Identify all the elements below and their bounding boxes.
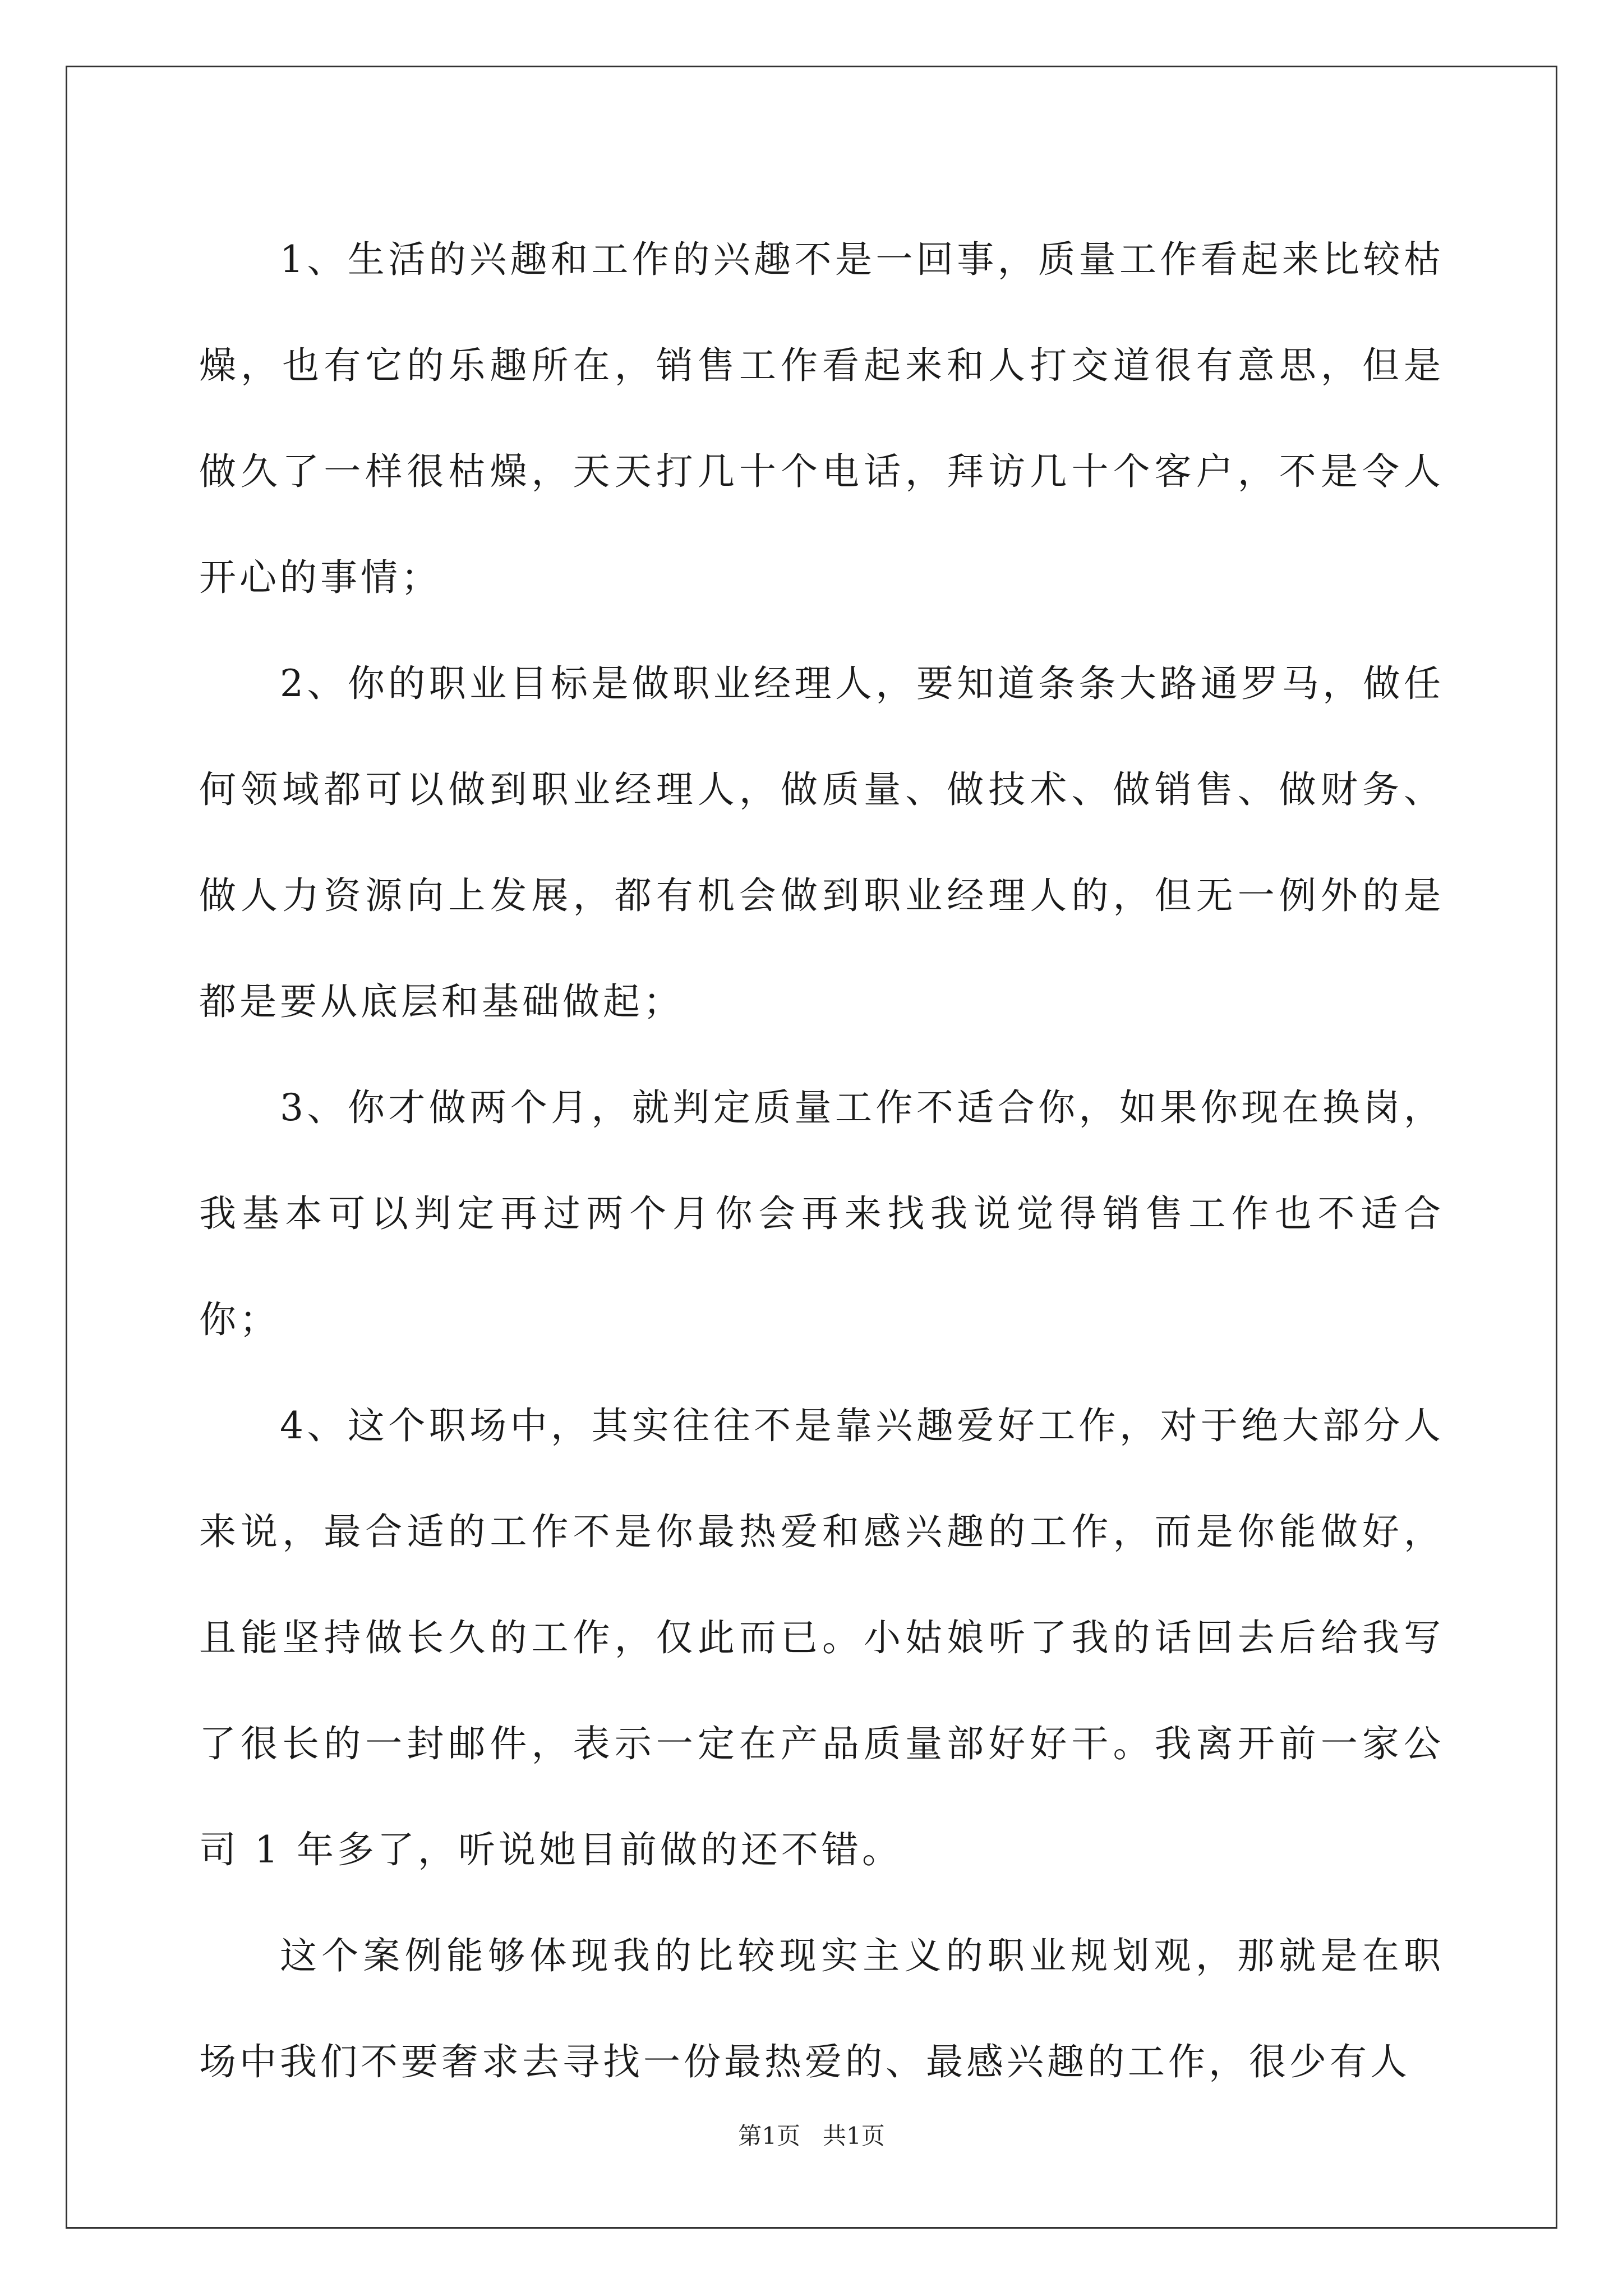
paragraph-3: 3、你才做两个月，就判定质量工作不适合你，如果你现在换岗，我基本可以判定再过两个月你会再来找我说觉得销售工作也不适合你； [199,1086,1444,1341]
paragraph-2: 2、你的职业目标是做职业经理人，要知道条条大路通罗马，做任何领域都可以做到职业经理人，做质量、做技术、做销售、做财务、做人力资源向上发展，都有机会做到职业经理人的，但无一例外的是都是要从底层和基础做起； [199,662,1444,1023]
document-body [199,206,1444,2115]
paragraph-1: 1、生活的兴趣和工作的兴趣不是一回事，质量工作看起来比较枯燥，也有它的乐趣所在，销售工作看起来和人打交道很有意思，但是做久了一样很枯燥，天天打几十个电话，拜访几十个客户，不是令人开心的事情； [199,238,1444,599]
page-number-footer: 第1页 共1页 [738,2122,885,2150]
paragraph-4: 4、这个职场中，其实往往不是靠兴趣爱好工作，对于绝大部分人来说，最合适的工作不是你最热爱和感兴趣的工作，而是你能做好，且能坚持做长久的工作，仅此而已。小姑娘听了我的话回去后给我写了很长的一封邮件，表示一定在产品质量部好好干。我离开前一家公司 1 年多了，听说她目前做的还不错。 [199,1404,1444,1871]
paragraph-5: 这个案例能够体现我的比较现实主义的职业规划观，那就是在职场中我们不要奢求去寻找一份最热爱的、最感兴趣的工作，很少有人 [199,1934,1444,2083]
